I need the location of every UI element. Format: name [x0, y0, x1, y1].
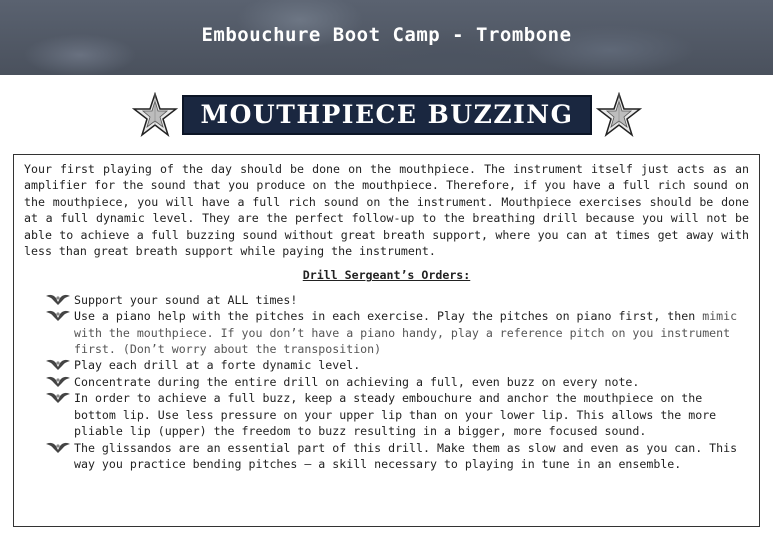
eagle-bullet-icon — [46, 375, 70, 387]
orders-list — [24, 292, 749, 472]
list-item — [74, 374, 749, 390]
intro-paragraph: Your first playing of the day should be done on the mouthpiece. The instrument itself just acts as an amplifier for the sound that you produce on the mouthpiece. Therefore, if you have a full rich sound on the mouthpiece, you will have a full rich sound on the instrument. Mouthpiece exercises should be done at a full dynamic level. They are the perfect follow-up to the breathing drill because you will not be able to achieve a full buzzing sound without great breath support, where you can at times get away with less than great breath support while paying the instrument. — [24, 162, 749, 259]
list-item — [74, 308, 749, 357]
eagle-bullet-icon — [46, 391, 70, 403]
content-box — [13, 154, 760, 527]
list-item-text: Use a piano help with the pitches in each exercise. Play the pitches on piano first, then — [74, 309, 696, 324]
eagle-bullet-icon — [46, 358, 70, 370]
banner-title: Embouchure Boot Camp - Trombone — [201, 24, 572, 46]
list-item-text: In order to achieve a full buzz, keep a steady embouchure and anchor the mouthpiece on the bottom lip. Use less pressure on your upper lip than on your lower lip. This allows the more pliable lip (upper) the freedom to buzz resulting in a bigger, more focused sound. — [74, 391, 717, 439]
list-item — [74, 390, 749, 439]
header-banner — [0, 0, 773, 75]
section-header — [0, 92, 773, 138]
list-item — [74, 440, 749, 473]
orders-title: Drill Sergeant’s Orders: — [302, 268, 471, 283]
list-item — [74, 357, 749, 373]
eagle-bullet-icon — [46, 309, 70, 321]
section-heading: MOUTHPIECE BUZZING — [182, 95, 592, 135]
list-item-text: The glissandos are an essential part of this drill. Make them as slow and even as you can. This way you practice bending pitches – a skill necessary to playing in tune in an ensemble. — [74, 440, 738, 471]
eagle-bullet-icon — [46, 293, 70, 305]
list-item — [74, 292, 749, 308]
eagle-bullet-icon — [46, 441, 70, 453]
list-item-text: Concentrate during the entire drill on achieving a full, even buzz on every note. — [74, 374, 640, 389]
list-item-text: Play each drill at a forte dynamic level. — [74, 358, 361, 373]
list-item-text-continued: mimic with the mouthpiece. If you don’t have a piano handy, play a reference pitch on you instrument first. (Don’t worry about the transposition) — [74, 309, 738, 357]
list-item-text: Support your sound at ALL times! — [74, 292, 298, 307]
star-icon — [596, 92, 642, 138]
star-icon — [132, 92, 178, 138]
